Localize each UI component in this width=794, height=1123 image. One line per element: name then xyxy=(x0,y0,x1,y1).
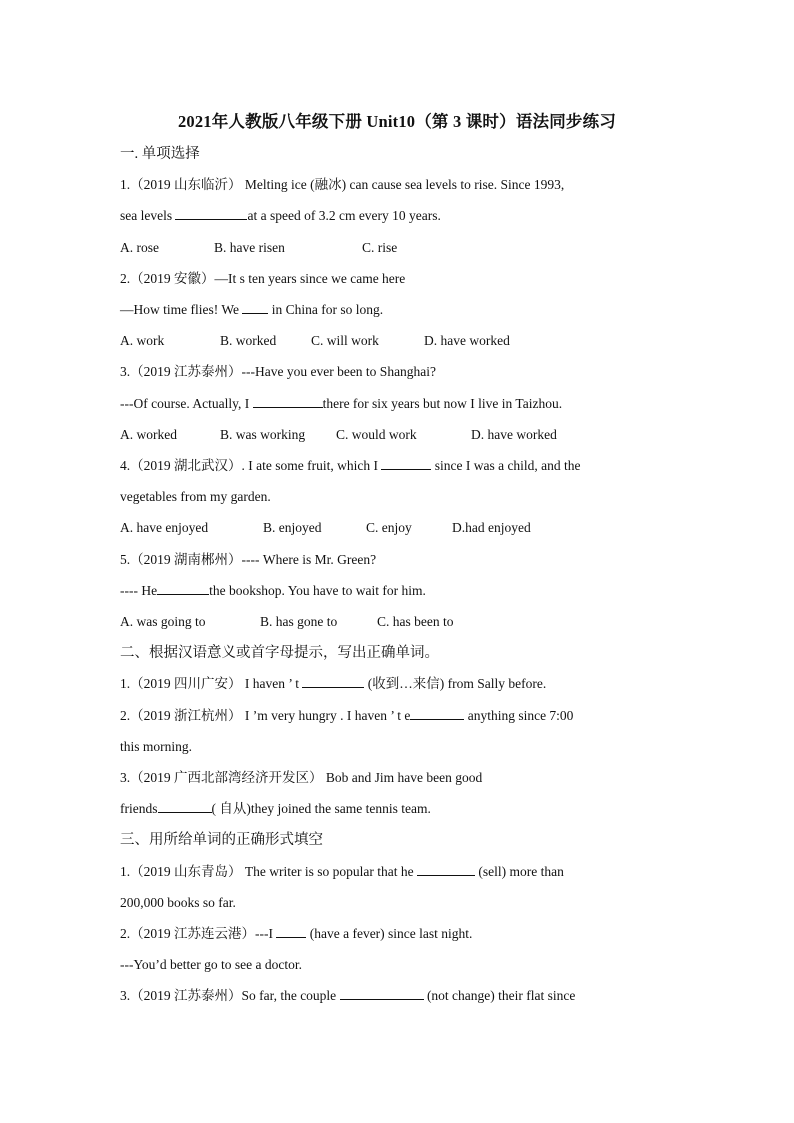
section-3-question-3-text-before: 3.（2019 江苏泰州）So far, the couple xyxy=(120,988,340,1003)
question-3-option-c[interactable]: C. would work xyxy=(336,427,417,442)
question-4-option-b[interactable]: B. enjoyed xyxy=(263,520,322,535)
section-heading-1: 一. 单项选择 xyxy=(120,146,200,162)
question-4-text-before: 4.（2019 湖北武汉）. I ate some fruit, which I xyxy=(120,458,382,473)
question-2-option-b[interactable]: B. worked xyxy=(220,333,277,348)
question-3-text-after: there for six years but now I live in Taizhou. xyxy=(322,396,563,411)
question-3-line-1: 3.（2019 江苏泰州）---Have you ever been to Shanghai? xyxy=(120,364,437,379)
question-1-option-a[interactable]: A. rose xyxy=(120,240,159,255)
section-2-question-2-line-2: this morning. xyxy=(120,739,193,754)
question-1-line-1: 1.（2019 山东临沂） Melting ice (融冰) can cause sea levels to rise. Since 1993, xyxy=(120,177,565,192)
section-3-question-2-blank[interactable] xyxy=(276,925,306,938)
question-1-option-c[interactable]: C. rise xyxy=(362,240,398,255)
section-2-question-2-text-after: anything since 7:00 xyxy=(464,708,574,723)
section-3-question-3-blank[interactable] xyxy=(340,987,424,1000)
question-2-option-a[interactable]: A. work xyxy=(120,333,165,348)
section-3-question-2-text-before: 2.（2019 江苏连云港）---I xyxy=(120,926,277,941)
question-5-text-before: ---- He xyxy=(120,583,158,598)
question-5-line-2 xyxy=(120,582,426,600)
question-5-option-a[interactable]: A. was going to xyxy=(120,614,206,629)
question-3-option-b[interactable]: B. was working xyxy=(220,427,306,442)
section-3-question-2-line-1 xyxy=(120,925,472,943)
question-5-blank[interactable] xyxy=(157,582,209,595)
question-1-text-after: at a speed of 3.2 cm every 10 years. xyxy=(247,208,441,223)
question-3-line-2 xyxy=(120,395,562,413)
question-5-text-after: the bookshop. You have to wait for him. xyxy=(209,583,426,598)
section-3-question-3 xyxy=(120,987,575,1005)
question-4-line-1 xyxy=(120,457,581,475)
question-4-option-a[interactable]: A. have enjoyed xyxy=(120,520,209,535)
question-2-text-before: —How time flies! We xyxy=(120,302,243,317)
question-2-blank[interactable] xyxy=(242,301,268,314)
question-4-line-2: vegetables from my garden. xyxy=(120,489,271,504)
section-3-question-1-line-2: 200,000 books so far. xyxy=(120,895,236,910)
question-3-blank[interactable] xyxy=(253,395,323,408)
section-2-question-2-text-before: 2.（2019 浙江杭州） I ’m very hungry . I haven ’ t e xyxy=(120,708,411,723)
section-2-question-1-text-after: (收到…来信) from Sally before. xyxy=(364,676,547,691)
section-2-question-3-line-1: 3.（2019 广西北部湾经济开发区） Bob and Jim have been good xyxy=(120,770,483,785)
section-2-question-3-text-after: ( 自从)they joined the same tennis team. xyxy=(211,801,431,816)
question-4-option-d[interactable]: D.had enjoyed xyxy=(452,520,531,535)
section-2-question-3-line-2 xyxy=(120,800,431,818)
section-2-question-2-line-1 xyxy=(120,707,573,725)
question-2-line-2 xyxy=(120,301,383,319)
question-3-text-before: ---Of course. Actually, I xyxy=(120,396,253,411)
question-3-option-a[interactable]: A. worked xyxy=(120,427,177,442)
section-3-question-2-line-2: ---You’d better go to see a doctor. xyxy=(120,957,302,972)
question-2-text-after: in China for so long. xyxy=(268,302,384,317)
section-3-question-1-blank[interactable] xyxy=(417,863,475,876)
section-3-question-1-line-1 xyxy=(120,863,564,881)
section-2-question-1 xyxy=(120,675,546,693)
page-title: 2021年人教版八年级下册 Unit10（第 3 课时）语法同步练习 xyxy=(177,112,617,131)
question-5-line-1: 5.（2019 湖南郴州）---- Where is Mr. Green? xyxy=(120,552,377,567)
section-2-question-1-text-before: 1.（2019 四川广安） I haven ’ t xyxy=(120,676,303,691)
question-2-option-c[interactable]: C. will work xyxy=(311,333,379,348)
question-3-option-d[interactable]: D. have worked xyxy=(471,427,557,442)
question-4-blank[interactable] xyxy=(381,457,431,470)
question-4-text-after: since I was a child, and the xyxy=(431,458,581,473)
question-5-option-b[interactable]: B. has gone to xyxy=(260,614,338,629)
question-2-line-1: 2.（2019 安徽）—It s ten years since we came here xyxy=(120,271,406,286)
section-3-question-3-text-after: (not change) their flat since xyxy=(423,988,576,1003)
section-3-question-1-text-before: 1.（2019 山东青岛） The writer is so popular that he xyxy=(120,864,417,879)
question-5-option-c[interactable]: C. has been to xyxy=(377,614,454,629)
section-2-question-3-text-before: friends xyxy=(120,801,158,816)
question-1-line-2 xyxy=(120,207,441,225)
section-heading-2: 二、根据汉语意义或首字母提示，写出正确单词。 xyxy=(120,645,439,661)
question-1-text-before: sea levels xyxy=(120,208,176,223)
question-1-blank[interactable] xyxy=(175,207,247,220)
section-heading-3: 三、用所给单词的正确形式填空 xyxy=(120,832,323,848)
section-2-question-3-blank[interactable] xyxy=(158,800,212,813)
question-2-option-d[interactable]: D. have worked xyxy=(424,333,510,348)
question-1-option-b[interactable]: B. have risen xyxy=(214,240,285,255)
section-3-question-2-text-after: (have a fever) since last night. xyxy=(306,926,473,941)
section-2-question-1-blank[interactable] xyxy=(302,675,364,688)
question-4-option-c[interactable]: C. enjoy xyxy=(366,520,412,535)
section-2-question-2-blank[interactable] xyxy=(410,707,464,720)
section-3-question-1-text-after: (sell) more than xyxy=(474,864,564,879)
